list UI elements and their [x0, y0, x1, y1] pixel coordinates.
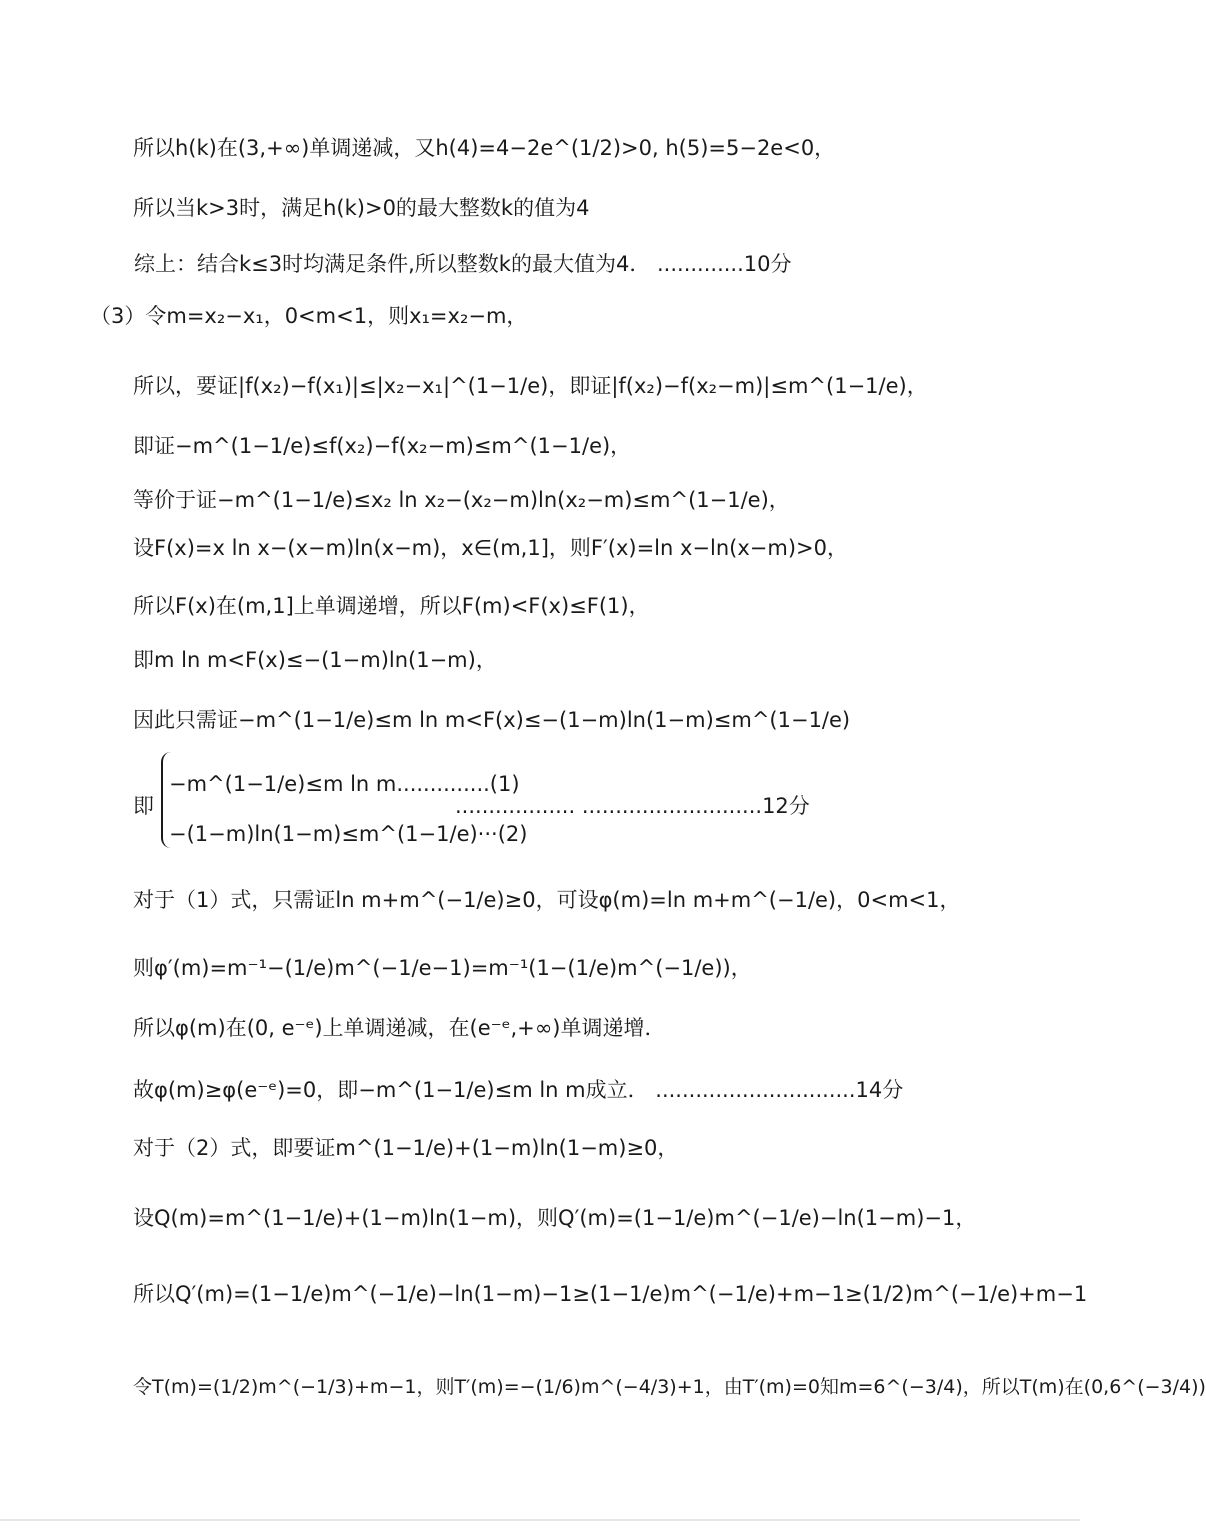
text-line-18: 设Q(m)=m^(1−1/e)+(1−m)ln(1−m)，则Q′(m)=(1−1/e)m^(−1/e)−ln(1−m)−1， [133, 1206, 977, 1230]
text-line-17: 对于（2）式，即要证m^(1−1/e)+(1−m)ln(1−m)≥0， [133, 1136, 679, 1160]
text-line-10: 即m ln m<F(x)≤−(1−m)ln(1−m)， [133, 648, 497, 672]
text-line-7: 等价于证−m^(1−1/e)≤x₂ ln x₂−(x₂−m)ln(x₂−m)≤m^(1−1/e)， [133, 488, 790, 512]
text-line-8: 设F(x)=x ln x−(x−m)ln(x−m)，x∈(m,1]，则F′(x)=ln x−ln(x−m)>0， [133, 536, 848, 560]
text-line-19: 所以Q′(m)=(1−1/e)m^(−1/e)−ln(1−m)−1≥(1−1/e)m^(−1/e)+m−1≥(1/2)m^(−1/e)+m−1 [133, 1282, 1088, 1306]
text-line-16: 故φ(m)≥φ(e⁻ᵉ)=0，即−m^(1−1/e)≤m ln m成立． ..............................14分 [133, 1078, 904, 1102]
text-line-2: 所以当k>3时，满足h(k)>0的最大整数k的值为4 [133, 196, 590, 220]
text-line-14: 则φ′(m)=m⁻¹−(1/e)m^(−1/e−1)=m⁻¹(1−(1/e)m^(−1/e))， [133, 956, 752, 980]
text-line-13: 对于（1）式，只需证ln m+m^(−1/e)≥0，可设φ(m)=ln m+m^(−1/e)，0<m<1， [133, 888, 961, 912]
text-line-15: 所以φ(m)在(0, e⁻ᵉ)上单调递减，在(e⁻ᵉ,+∞)单调递增． [133, 1016, 666, 1040]
inequality-system [133, 752, 853, 852]
text-line-6: 即证−m^(1−1/e)≤f(x₂)−f(x₂−m)≤m^(1−1/e)， [133, 434, 632, 458]
text-line-3: 综上：结合k≤3时均满足条件,所以整数k的最大值为4． .............10分 [134, 252, 792, 276]
text-line-1: 所以h(k)在(3,+∞)单调递减，又h(4)=4−2e^(1/2)>0, h(5)=5−2e<0， [133, 136, 836, 160]
text-line-9: 所以F(x)在(m,1]上单调递增，所以F(m)<F(x)≤F(1)， [133, 594, 650, 618]
system-case-2: −(1−m)ln(1−m)≤m^(1−1/e)···(2) [169, 822, 528, 846]
system-label: 即 [133, 794, 154, 818]
text-line-5: 所以，要证|f(x₂)−f(x₁)|≤|x₂−x₁|^(1−1/e)，即证|f(x₂)−f(x₂−m)|≤m^(1−1/e)， [133, 374, 928, 398]
text-line-20: 令T(m)=(1/2)m^(−1/3)+m−1，则T′(m)=−(1/6)m^(−4/3)+1，由T′(m)=0知m=6^(−3/4)，所以T(m)在(0,6^(−3/4)) [133, 1376, 1206, 1398]
system-case-1: −m^(1−1/e)≤m ln m..............(1) [169, 772, 520, 796]
text-line-11: 因此只需证−m^(1−1/e)≤m ln m<F(x)≤−(1−m)ln(1−m)≤m^(1−1/e) [133, 708, 851, 732]
text-line-part3: （3）令m=x₂−x₁，0<m<1，则x₁=x₂−m， [90, 304, 528, 328]
score-12: .................. ...........................12分 [455, 794, 810, 818]
page-edge [0, 1519, 1080, 1521]
